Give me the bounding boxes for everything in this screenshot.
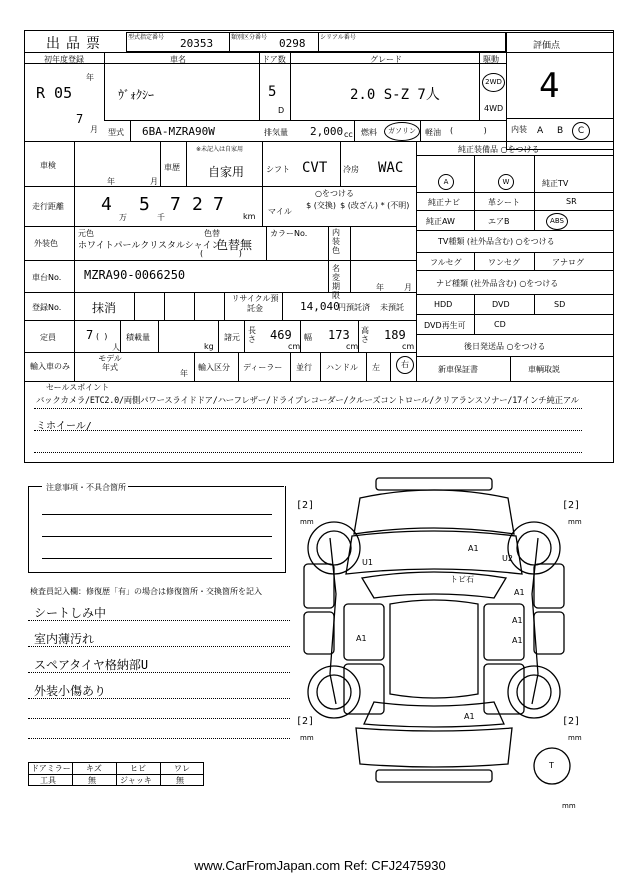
reg-no-label: 登録No. xyxy=(32,303,62,312)
sales-point-label: セールスポイント xyxy=(46,383,110,392)
doors-value: 5 xyxy=(268,84,277,100)
later-ship-label: 後日発送品 ○をつける xyxy=(464,342,546,351)
tread-front-right: [2] xyxy=(562,500,581,511)
drive-2wd-circled: 2WD xyxy=(482,73,505,92)
model-cert-label: 型式指定番号 xyxy=(128,34,165,41)
capacity-value: 7 xyxy=(86,328,94,342)
door-suffix: D xyxy=(278,106,285,115)
shaken-month-unit: 月 xyxy=(150,177,158,186)
km-unit: km xyxy=(243,212,256,221)
person-unit: 人 xyxy=(112,343,120,352)
year-unit: 年 xyxy=(86,73,94,82)
dvd-playable: DVD再生可 xyxy=(424,321,466,330)
cc-label: 排気量 xyxy=(264,128,288,137)
cc-value: 2,000 xyxy=(310,125,344,138)
width-cm: cm xyxy=(346,342,359,351)
interior-color-label: 内装色 xyxy=(332,228,340,255)
navi-cd: CD xyxy=(494,320,506,329)
tv-analog: アナログ xyxy=(552,258,584,267)
pw-equip-circled: W xyxy=(498,174,514,190)
damage-mark-u2: U2 xyxy=(502,554,513,563)
tools-value-tools: 工具 xyxy=(40,776,56,785)
damage-mark-right-front: A1 xyxy=(514,588,525,597)
car-name-value: ｳﾞｫｸｼｰ xyxy=(118,88,155,102)
dealer-option: ディーラー xyxy=(243,363,283,372)
recycle-value: 14,040 xyxy=(300,300,340,313)
tread-rear-right: [2] xyxy=(562,716,581,727)
damage-mark-chip: トビ石 xyxy=(450,575,474,584)
footer-ref: www.CarFromJapan.com Ref: CFJ2475930 xyxy=(194,858,446,873)
score-label: 評価点 xyxy=(533,41,561,51)
navi-hdd: HDD xyxy=(434,300,453,309)
tread-front-right-unit: mm xyxy=(568,518,582,526)
genuine-navi: 純正ナビ xyxy=(428,198,460,207)
tv-type-label: TV種類 (社外品含む) ○をつける xyxy=(438,237,555,246)
notes-label: 注意事項・不具合箇所 xyxy=(46,483,126,492)
cc-unit: cc xyxy=(344,130,353,139)
serial-label: シリアル番号 xyxy=(320,34,356,41)
grade-value: 2.0 S-Z 7人 xyxy=(350,87,440,103)
unknown-label: * (不明) xyxy=(380,201,410,210)
inspector-note-3: スペアタイヤ格納部U xyxy=(34,658,149,672)
capacity-label: 定員 xyxy=(40,333,56,342)
tools-header-scratch: キズ xyxy=(86,764,102,773)
exchange-label: $ (交換) xyxy=(306,201,336,210)
abs-circled: ABS xyxy=(546,213,568,230)
tools-value-none-1: 無 xyxy=(88,776,96,785)
vehicle-manual: 車輌取説 xyxy=(528,365,560,374)
shaken-year-unit: 年 xyxy=(107,177,115,186)
recycle-deposited: 円預託済 xyxy=(338,303,370,312)
diesel-paren: ( ) xyxy=(450,126,487,135)
vin-value: MZRA90-0066250 xyxy=(84,268,186,282)
navi-dvd: DVD xyxy=(492,300,510,309)
tools-header-break: ワレ xyxy=(174,764,190,773)
class-no-label: 類別区分番号 xyxy=(231,34,268,41)
use-note: ※未記入は自家用 xyxy=(196,146,244,153)
genuine-aw: 純正AW xyxy=(426,217,455,226)
navi-sd: SD xyxy=(554,300,566,309)
model-year-label: モデル年式 xyxy=(98,354,122,372)
tamper-label: $ (改ざん) xyxy=(340,201,378,210)
color-change-paren: ( ) xyxy=(200,249,242,258)
tread-rear-right-unit: mm xyxy=(568,734,582,742)
reg-no-value: 抹消 xyxy=(92,301,117,315)
inspector-note-1: シートしみ中 xyxy=(34,606,107,620)
first-reg-era: R 05 xyxy=(36,84,73,102)
man-unit: 万 xyxy=(119,213,127,222)
tools-header-crack: ヒビ xyxy=(130,764,146,773)
leather-seat: 革シート xyxy=(488,198,520,207)
score-value: 4 xyxy=(539,66,560,106)
mileage-label: 走行距離 xyxy=(32,202,64,211)
inspector-note-4: 外装小傷あり xyxy=(34,684,107,698)
name-change-month: 月 xyxy=(404,283,412,292)
interior-grade-a: A xyxy=(537,126,544,136)
genuine-tv: 純正TV xyxy=(542,179,569,188)
airbag: エアB xyxy=(488,217,510,226)
damage-mark-right-door: A1 xyxy=(512,616,523,625)
damage-mark-hood: A1 xyxy=(468,544,479,553)
width-value: 173 xyxy=(328,328,350,342)
mileage-digit-2: 5 xyxy=(139,194,150,215)
length-value: 469 xyxy=(270,328,292,342)
spare-tire-mark: T xyxy=(549,761,554,770)
damage-mark-rear: A1 xyxy=(464,712,475,721)
color-label: 外装色 xyxy=(34,239,58,248)
import-type-label: 輸入区分 xyxy=(198,363,230,372)
damage-mark-right-rear: A1 xyxy=(512,636,523,645)
month-unit: 月 xyxy=(90,125,98,134)
tools-header-mirror: ドアミラー xyxy=(31,764,71,773)
first-reg-label: 初年度登録 xyxy=(44,55,84,64)
height-value: 189 xyxy=(384,328,406,342)
tread-front-left-unit: mm xyxy=(300,518,314,526)
use-value: 自家用 xyxy=(208,165,245,179)
interior-grade-b: B xyxy=(557,126,564,136)
genuine-equip-label: 純正装備品 ○をつける xyxy=(458,145,540,154)
handle-label: ハンドル xyxy=(326,363,358,372)
color-value: ホワイトパールクリスタルシャイン xyxy=(78,241,221,251)
ac-equip-circled: A xyxy=(438,174,454,190)
width-label: 幅 xyxy=(304,333,312,342)
sunroof: SR xyxy=(566,197,577,206)
navi-type-label: ナビ種類 (社外品含む) ○をつける xyxy=(436,279,559,288)
type-value: 6BA-MZRA90W xyxy=(142,125,215,138)
tv-oneseg: ワンセグ xyxy=(488,258,520,267)
tv-fullseg: フルセグ xyxy=(430,258,462,267)
color-change-value: 色替無 xyxy=(216,238,253,252)
weight-label: 諸元 xyxy=(224,333,240,342)
length-label: 長さ xyxy=(248,326,256,344)
name-change-label: 名変期限 xyxy=(332,264,340,300)
fuel-gasoline-circled: ガソリン xyxy=(384,122,420,141)
sales-point-line-2: ミホイール/ xyxy=(36,421,92,432)
handle-left: 左 xyxy=(372,363,380,372)
tread-front-left: [2] xyxy=(296,500,315,511)
car-damage-diagram xyxy=(290,474,610,814)
shift-value: CVT xyxy=(302,160,328,176)
grade-label: グレード xyxy=(370,55,402,64)
color-code-label: カラーNo. xyxy=(270,229,308,238)
sales-point-line-1: バックカメラ/ETC2.0/両側パワースライドドア/ハーフレザー/ドライブレコーダー/クルーズコントロール/クリアランスソナー/17インチ純正アル xyxy=(36,395,579,405)
tread-rear-left: [2] xyxy=(296,716,315,727)
ac-value: WAC xyxy=(378,160,404,176)
height-label: 高さ xyxy=(361,326,369,344)
recycle-label: リサイクル預託金 xyxy=(231,294,279,313)
notes-box xyxy=(28,486,286,573)
first-reg-month: 7 xyxy=(76,112,84,126)
kg-unit: kg xyxy=(204,342,214,351)
drive-label: 駆動 xyxy=(483,55,499,64)
name-change-year: 年 xyxy=(376,283,384,292)
drive-4wd: 4WD xyxy=(484,104,504,113)
mile-label: マイル xyxy=(268,207,292,216)
damage-mark-left-rear: A1 xyxy=(356,634,367,643)
diesel-label: 軽油 xyxy=(425,128,441,137)
load-label: 積載量 xyxy=(126,333,150,342)
class-no-value: 0298 xyxy=(279,37,306,50)
model-year-unit: 年 xyxy=(180,369,188,378)
inspector-label: 検査員記入欄：修復歴「有」の場合は修復箇所・交換箇所を記入 xyxy=(30,587,262,596)
orig-color-label: 元色 xyxy=(78,229,94,238)
sheet-title: 出品票 xyxy=(46,36,106,52)
import-label: 輸入車のみ xyxy=(30,362,70,371)
inspector-note-2: 室内薄汚れ xyxy=(34,632,95,646)
spare-tread-unit: mm xyxy=(562,802,576,810)
fuel-label: 燃料 xyxy=(361,128,377,137)
tread-rear-left-unit: mm xyxy=(300,734,314,742)
height-cm: cm xyxy=(402,342,415,351)
tools-value-jack: ジャッキ xyxy=(120,776,152,785)
mileage-digit-5: 7 xyxy=(213,194,224,215)
doors-label: ドア数 xyxy=(262,55,286,64)
use-label: 車歴 xyxy=(164,163,180,172)
sen-unit: 千 xyxy=(157,213,165,222)
interior-label: 内装 xyxy=(511,125,527,134)
interior-grade-selected: C xyxy=(572,122,590,140)
recycle-not-deposited: 未預託 xyxy=(380,303,404,312)
shaken-label: 車検 xyxy=(40,161,56,170)
mileage-digit-1: 4 xyxy=(101,194,112,215)
ac-label: 冷房 xyxy=(343,165,359,174)
damage-mark-u1: U1 xyxy=(362,558,373,567)
handle-right-circled: 右 xyxy=(396,356,414,374)
model-cert-value: 20353 xyxy=(180,37,214,50)
new-car-warranty: 新車保証書 xyxy=(438,365,478,374)
mileage-digit-4: 2 xyxy=(192,194,203,215)
mileage-digit-3: 7 xyxy=(170,194,181,215)
shift-label: シフト xyxy=(266,165,290,174)
parallel-option: 並行 xyxy=(296,363,312,372)
color-change-label: 色替 xyxy=(204,229,220,238)
tools-value-none-2: 無 xyxy=(176,776,184,785)
mileage-circle-note: ○をつける xyxy=(315,189,354,198)
type-label: 型式 xyxy=(108,128,124,137)
car-name-label: 車名 xyxy=(170,55,186,64)
length-cm: cm xyxy=(288,342,301,351)
vin-label: 車台No. xyxy=(32,273,62,282)
